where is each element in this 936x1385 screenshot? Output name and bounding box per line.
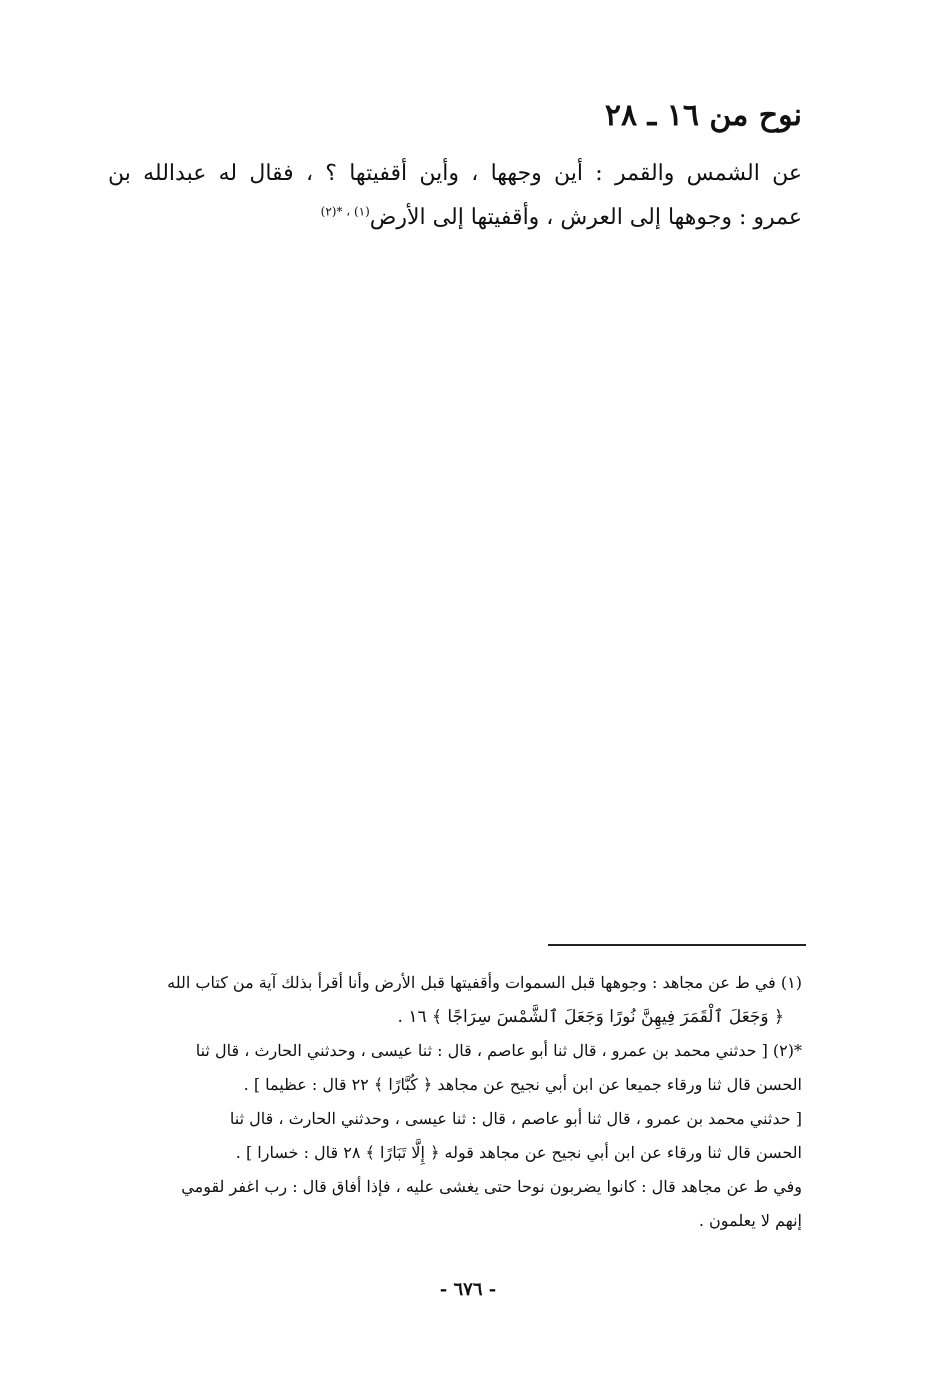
main-text-line: عن الشمس والقمر : أين وجهها ، وأين أقفيتها ؟ ، فقال له عبدالله بن bbox=[108, 161, 802, 186]
footnote-line: [ حدثني محمد بن عمرو ، قال ثنا أبو عاصم ، قال : ثنا عيسى ، وحدثني الحارث ، قال ثنا bbox=[229, 1109, 802, 1128]
main-text bbox=[108, 152, 802, 240]
footnote-reference: (١) ، *(٢) bbox=[320, 204, 370, 219]
main-text-segment: عمرو : وجوهها إلى العرش ، وأقفيتها إلى الأرض bbox=[369, 205, 802, 230]
footnote-separator bbox=[548, 944, 806, 946]
footnotes bbox=[108, 966, 802, 1238]
footnote-line: الحسن قال ثنا ورقاء عن ابن أبي نجيح عن مجاهد قوله ﴿ إِلَّا تَبَارًا ﴾ ٢٨ قال : خسارا ] . bbox=[235, 1143, 802, 1162]
footnote-line: وفي ط عن مجاهد قال : كانوا يضربون نوحا حتى يغشى عليه ، فإذا أفاق قال : رب اغفر لقومي bbox=[181, 1177, 802, 1196]
footnote-line: إنهم لا يعلمون . bbox=[698, 1211, 802, 1230]
footnote-line: *(٢) [ حدثني محمد بن عمرو ، قال ثنا أبو عاصم ، قال : ثنا عيسى ، وحدثني الحارث ، قال ثنا bbox=[195, 1041, 802, 1060]
footnote-quran-verse: ﴿ وَجَعَلَ ٱلْقَمَرَ فِيهِنَّ نُورًا وَجَعَلَ ٱلشَّمْسَ سِرَاجًا ﴾ ١٦ . bbox=[397, 1007, 784, 1027]
footnote-line: (١) في ط عن مجاهد : وجوهها قبل السموات وأقفيتها قبل الأرض وأنا أقرأ بذلك آية من كتاب الله bbox=[167, 973, 802, 992]
page-header-title: نوح من ١٦ ـ ٢٨ bbox=[604, 98, 802, 133]
footnote-line: الحسن قال ثنا ورقاء جميعا عن ابن أبي نجيح عن مجاهد ﴿ كُبَّارًا ﴾ ٢٢ قال : عظيما ] . bbox=[243, 1075, 802, 1094]
main-text-line bbox=[108, 196, 802, 240]
page-number: - ٦٧٦ - bbox=[439, 1279, 497, 1300]
